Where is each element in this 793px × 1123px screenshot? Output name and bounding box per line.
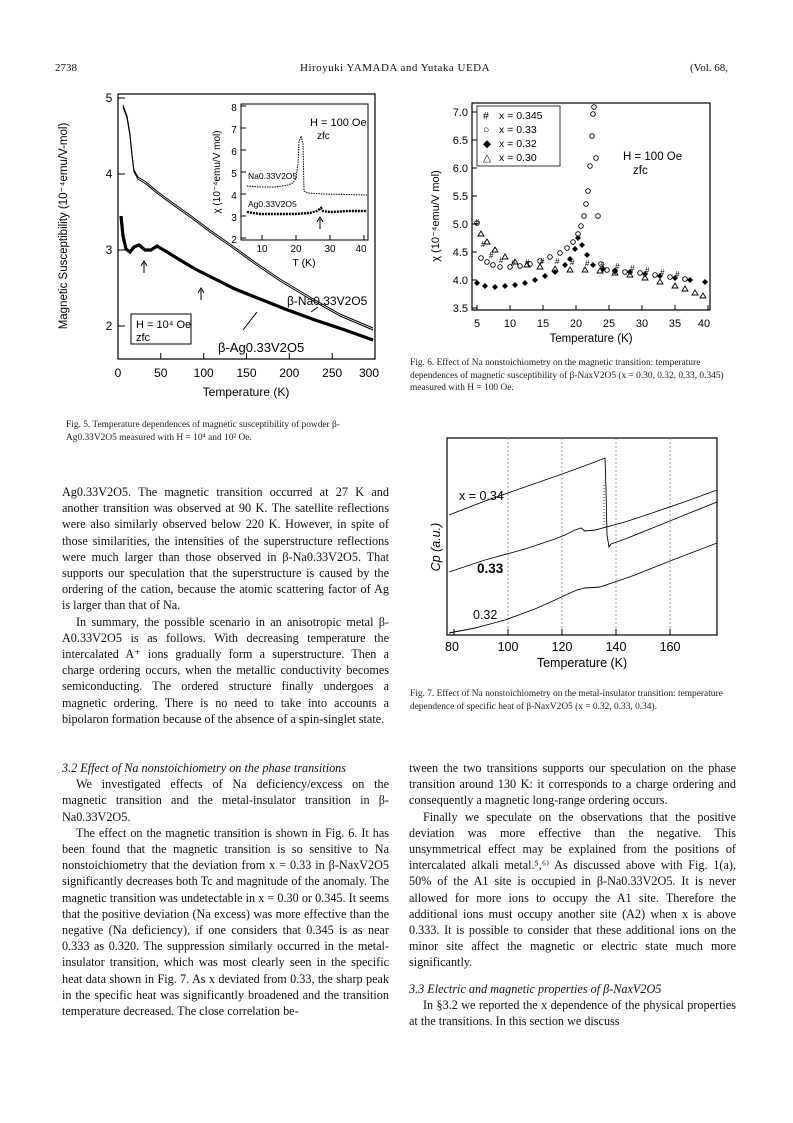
tick-label: 0 (114, 366, 122, 380)
tick-label: 10 (503, 318, 517, 330)
inset-tick: 3 (231, 213, 237, 224)
legend-symbol: # (483, 110, 489, 122)
tick-label: 50 (154, 366, 168, 380)
inset-zfc-label: zfc (317, 131, 330, 142)
left-column-lower (62, 760, 389, 1019)
y-axis-label: Magnetic Susceptibility (10⁻⁴emu/V-mol) (58, 122, 70, 330)
section-heading: 3.3 Electric and magnetic properties of β-NaxV2O5 (409, 981, 662, 996)
tick-label: 2 (105, 319, 113, 333)
tick-label: 20 (569, 318, 583, 330)
page-number: 2738 (55, 62, 77, 74)
tick-label: 80 (445, 640, 459, 654)
svg-text:#: # (645, 266, 650, 275)
tick-label: 7.0 (452, 107, 468, 119)
tick-label: 250 (322, 366, 343, 380)
tick-label: 6.0 (452, 163, 468, 175)
svg-text:#: # (660, 268, 665, 277)
tick-label: 100 (497, 640, 519, 654)
tick-label: 5.0 (452, 219, 468, 231)
tick-label: 3.5 (452, 303, 468, 315)
inset-tick: 8 (231, 103, 237, 114)
fig5-caption: Fig. 5. Temperature dependences of magnetic susceptibility of powder β-Ag0.33V2O5 measured with H = 10⁴ and 10² Oe. (66, 420, 340, 443)
series-032 (474, 235, 708, 290)
inset-tick: 30 (324, 244, 336, 255)
label-na: β-Na0.33V2O5 (287, 294, 368, 308)
paragraph: We investigated effects of Na deficiency/excess on the magnetic transition and the metal-insulator transition in β-Na0.33V2O5. (62, 777, 389, 824)
svg-text:#: # (499, 256, 504, 265)
inset-tick: 40 (355, 244, 367, 255)
inset-tick: 10 (256, 244, 268, 255)
paragraph: Finally we speculate on the observations that the positive deviation was more effective than the negative. This unsymmetrical effect may be explained from the positions of intercalated alkali metal.⁵,⁶⁾ As discussed above with Fig. 1(a), 50% of the A1 site is occupied in β-Na0.33V2O5. It is never allowed for more ions to occupy the A1 site. Therefore the additional ions must occupy another site (A2) when x is above 0.333. It is possible to consider that these additional ions on the minor site affect the magnetic or electric state much more significantly. (409, 809, 736, 970)
y-axis-label: χ (10⁻⁴emu/V mol) (430, 170, 442, 262)
tick-label: 25 (602, 318, 616, 330)
inset-tick: 7 (231, 125, 237, 136)
paragraph: The effect on the magnetic transition is shown in Fig. 6. It has been found that the magnetic transition is so sensitive to Na nonstoichiometry that the deviation from x = 0.33 in β-NaxV2O5 significantly decreases both Tc and magnitude of the anomaly. The magnetic transition was undetectable in x = 0.30 or 0.345. It seems that the positive deviation (Na excess) was more effective than the negative (Na deficiency), if one considers that 0.345 is as near 0.333 as 0.320. The suppression similarly occurred in the metal-insulator transition, which was most clearly seen in the specific heat data shown in Fig. 7. As x deviated from 0.33, the sharp peak in the specific heat was significantly broadened and the transition temperature decreased. The close correlation be- (62, 825, 389, 1019)
paragraph: In summary, the possible scenario in an anisotropic metal β-A0.33V2O5 is as follows. With decreasing temperature the intercalated A⁺ ions gradually form a superstructure. Then a charge ordering occurs, when the metallic conductivity becomes semiconducting. The ordered structure finally undergoes a magnetic ordering. There is no need to take into accounts a bipolaron formation because of the absence of a spin-singlet state. (62, 614, 389, 726)
svg-text:#: # (585, 259, 590, 268)
tick-label: 5 (105, 91, 113, 105)
svg-text:#: # (570, 258, 575, 267)
tick-label: 4.0 (452, 275, 468, 287)
tick-label: 15 (536, 318, 550, 330)
tick-label: 140 (605, 640, 627, 654)
zfc-label: zfc (633, 165, 648, 177)
inset-x-label: T (K) (292, 257, 316, 269)
figure-7 (425, 435, 730, 675)
inset-label-na: Na0.33V2O5 (248, 171, 298, 181)
fig7-caption: Fig. 7. Effect of Na nonstoichiometry on the metal-insulator transition: temperature dependence of specific heat of β-NaxV2O5 (x = 0.32, 0.33, 0.34). (410, 689, 723, 712)
paragraph: In §3.2 we reported the x dependence of the physical properties at the transitions. In this section we discuss (409, 997, 736, 1029)
tick-label: 35 (668, 318, 682, 330)
tick-label: 4 (105, 167, 113, 181)
x-axis-label: Temperature (K) (202, 385, 290, 399)
y-axis-label: Cp (a.u.) (429, 522, 443, 572)
svg-text:#: # (525, 258, 530, 267)
tick-label: 120 (551, 640, 573, 654)
right-column (409, 760, 736, 1029)
figure-6 (415, 96, 725, 351)
tick-label: 100 (193, 366, 214, 380)
paragraph: Ag0.33V2O5. The magnetic transition occurred at 27 K and another transition was observed at 90 K. The satellite reflections were also similarly observed below 220 K. However, in spite of those similarities, the intensities of the superstructure reflections were much larger than those observed in β-Na0.33V2O5. That supports our speculation that the superstructure is caused by the ordering of the cation, because the atomic scattering factor of Ag is larger than that of Na. (62, 485, 389, 613)
label-ag: β-Ag0.33V2O5 (218, 340, 305, 355)
legend-symbol: ○ (483, 124, 490, 136)
tick-label: 3 (105, 243, 113, 257)
running-authors: Hiroyuki YAMADA and Yutaka UEDA (300, 62, 491, 74)
tick-label: 5 (473, 318, 481, 330)
section-heading: 3.2 Effect of Na nonstoichiometry on the phase transitions (62, 761, 347, 775)
svg-text:#: # (675, 270, 680, 279)
zfc-label: zfc (136, 332, 151, 344)
tick-label: 40 (697, 318, 711, 330)
tick-label: 200 (279, 366, 300, 380)
tick-label: 5.5 (452, 191, 468, 203)
legend-label: x = 0.30 (499, 152, 537, 164)
svg-text:#: # (555, 257, 560, 266)
inset-tick: 6 (231, 147, 237, 158)
inset-tick: 4 (231, 191, 237, 202)
inset-tick: 2 (231, 235, 237, 246)
x-axis-label: Temperature (K) (536, 656, 628, 670)
paragraph: tween the two transitions supports our speculation on the phase transition around 130 K: it corresponds to a charge ordering and consequently a magnetic long-range ordering occurs. (409, 761, 736, 808)
tick-label: 6.5 (452, 135, 468, 147)
inset-label-ag: Ag0.33V2O5 (248, 199, 297, 209)
legend-symbol: △ (483, 152, 492, 164)
legend-label: x = 0.345 (499, 110, 543, 122)
inset-tick: 5 (231, 169, 237, 180)
inset-tick: 20 (290, 244, 302, 255)
tick-label: 160 (659, 640, 681, 654)
legend-symbol: ◆ (483, 138, 492, 150)
label-032: 0.32 (473, 608, 498, 622)
field-label: H = 10⁴ Oe (136, 319, 192, 331)
x-axis-label: Temperature (K) (549, 333, 633, 345)
legend-label: x = 0.33 (499, 124, 537, 136)
tick-label: 30 (635, 318, 649, 330)
inset-y-label: χ (10⁻⁴emu/V mol) (212, 130, 223, 214)
svg-text:#: # (489, 251, 494, 260)
left-column (62, 484, 389, 727)
legend-label: x = 0.32 (499, 138, 537, 150)
volume-label: (Vol. 68, (690, 62, 728, 74)
tick-label: 4.5 (452, 247, 468, 259)
svg-text:#: # (615, 262, 620, 271)
label-033: 0.33 (477, 561, 504, 576)
inset-field-label: H = 100 Oe (310, 117, 367, 129)
svg-text:#: # (540, 257, 545, 266)
tick-label: 300 (358, 366, 380, 380)
field-label: H = 100 Oe (623, 151, 683, 163)
svg-text:#: # (475, 218, 480, 227)
svg-text:#: # (481, 240, 486, 249)
svg-text:#: # (600, 261, 605, 270)
label-034: x = 0.34 (459, 489, 504, 503)
svg-text:#: # (511, 259, 516, 268)
svg-text:#: # (630, 264, 635, 273)
figure-5 (55, 86, 390, 406)
tick-label: 150 (236, 366, 257, 380)
fig6-caption: Fig. 6. Effect of Na nonstoichiometry on the magnetic transition: temperature dependences of magnetic susceptibility of β-NaxV2O5 (x = 0.30, 0.32, 0.33, 0.345) measured with H = 100 Oe. (410, 358, 724, 393)
